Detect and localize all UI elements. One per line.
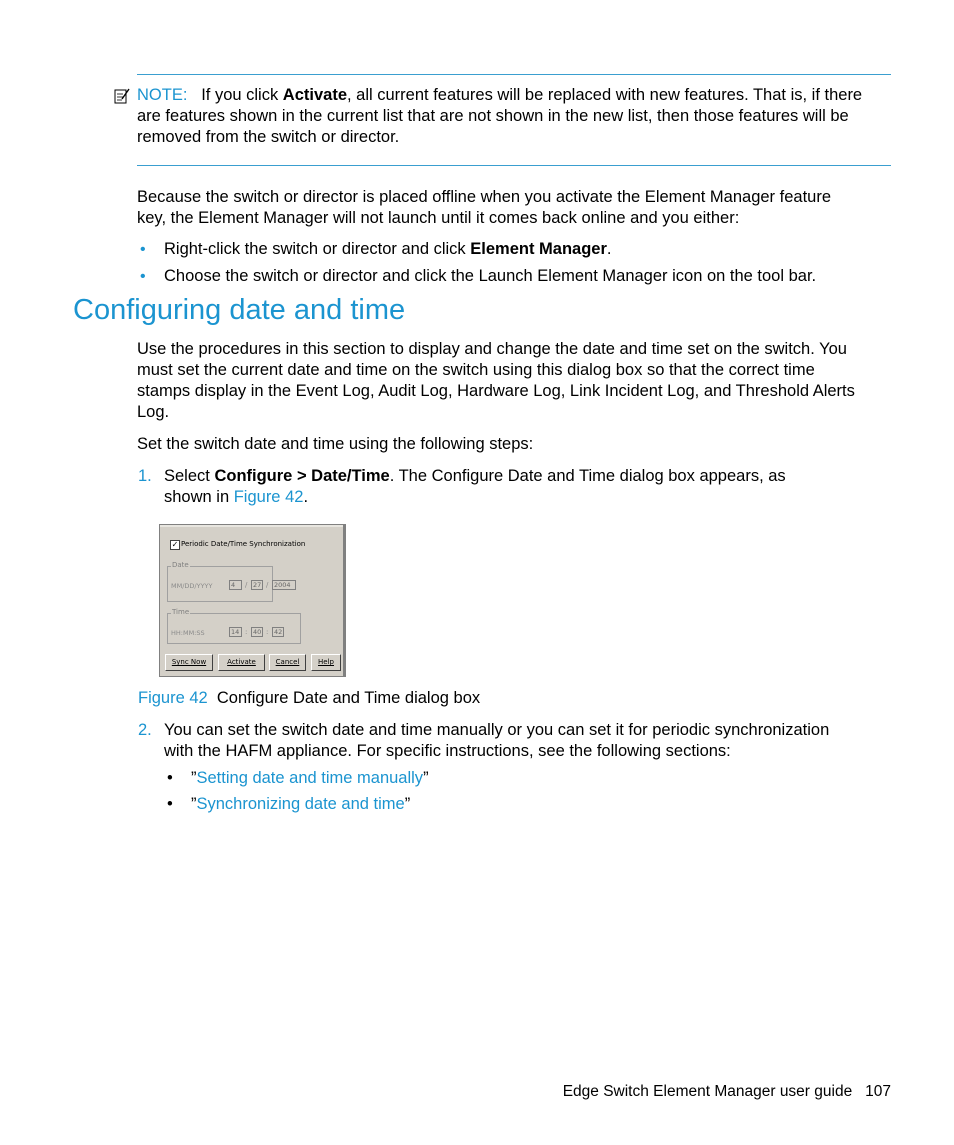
note-bottom-rule [137,165,891,166]
bullet-marker: • [140,241,146,258]
page-number: 107 [865,1083,891,1100]
setting-date-time-manually-link[interactable]: Setting date and time manually [196,769,424,787]
periodic-sync-label: Periodic Date/Time Synchronization [181,540,306,548]
para2-line-3: stamps display in the Event Log, Audit Log, Hardware Log, Link Incident Log, and Threshold Alerts [137,382,855,400]
figure-caption-label: Figure 42 [138,689,208,707]
help-button[interactable]: Help [311,654,341,671]
time-separator: : [245,628,248,636]
date-format-label: MM/DD/YYYY [171,582,213,590]
para2-line-1: Use the procedures in this section to display and change the date and time set on the switch. You [137,340,847,358]
footer-title: Edge Switch Element Manager user guide [562,1083,853,1100]
date-separator: / [266,581,269,589]
sub-bullet-item-2: ”Synchronizing date and time” [191,795,411,813]
year-field[interactable]: 2004 [272,580,296,590]
day-field[interactable]: 27 [253,581,262,589]
bullet-marker: • [140,268,146,285]
para2-line-2: must set the current date and time on the switch using this dialog box so that the correct time [137,361,815,379]
hour-field[interactable]: 14 [229,627,242,637]
bullet-item-2: Choose the switch or director and click the Launch Element Manager icon on the tool bar. [164,267,817,285]
note-top-rule [137,74,891,75]
figure-42-link[interactable]: Figure 42 [233,488,304,506]
para1-line-2: key, the Element Manager will not launch until it comes back online and you either: [137,209,740,227]
figure-caption [138,688,480,710]
step1-number: 1. [138,467,152,485]
para2-line-4: Log. [137,403,170,421]
sub-bullet-item-1: ”Setting date and time manually” [191,769,429,787]
note-text-1: If you click [201,86,283,104]
dialog-top-edge [160,525,345,527]
step2-line-2: with the HAFM appliance. For specific instructions, see the following sections: [164,742,731,760]
sync-now-button[interactable]: Sync Now [165,654,213,671]
note-line-2: are features shown in the current list that are not shown in the new list, then those features will be [137,107,849,125]
month-field[interactable]: 4 [229,580,242,590]
page-footer [563,1083,891,1101]
step2-line-1: You can set the switch date and time manually or you can set it for periodic synchronization [164,721,830,739]
periodic-sync-checkbox[interactable]: ✓ [171,540,179,549]
note-text-2: , all current features will be replaced with new features. That is, if there [347,86,863,104]
synchronizing-date-time-link[interactable]: Synchronizing date and time [196,795,405,813]
second-field[interactable]: 42 [274,628,283,636]
section-title: Configuring date and time [73,294,406,326]
time-format-label: HH:MM:SS [171,629,205,637]
configure-date-time-dialog [159,524,346,677]
cancel-button[interactable]: Cancel [269,654,306,671]
note-line-1 [137,85,862,107]
date-group-label: Date [172,561,189,569]
element-manager-bold: Element Manager [470,240,607,258]
step2-number: 2. [138,721,152,739]
bullet-item-1: Right-click the switch or director and click Element Manager. [164,240,612,258]
minute-field[interactable]: 40 [253,628,262,636]
date-separator: / [245,581,248,589]
dialog-right-edge [343,525,345,676]
note-line-3: removed from the switch or director. [137,128,400,146]
para1-line-1: Because the switch or director is placed offline when you activate the Element Manager feature [137,188,831,206]
note-bold: Activate [282,86,347,104]
time-group-label: Time [172,608,190,616]
sub-bullet-marker: • [167,795,173,813]
step1-line-2: shown in Figure 42. [164,488,309,506]
para3: Set the switch date and time using the following steps: [137,435,534,453]
figure-caption-text: Configure Date and Time dialog box [216,689,481,707]
configure-date-time-bold: Configure > Date/Time [214,467,390,485]
sub-bullet-marker: • [167,769,173,787]
time-separator: : [266,628,269,636]
step1-line-1: Select Configure > Date/Time. The Configure Date and Time dialog box appears, as [164,467,786,485]
activate-button[interactable]: Activate [218,654,265,671]
note-icon [113,87,131,105]
note-label: NOTE: [137,86,188,104]
